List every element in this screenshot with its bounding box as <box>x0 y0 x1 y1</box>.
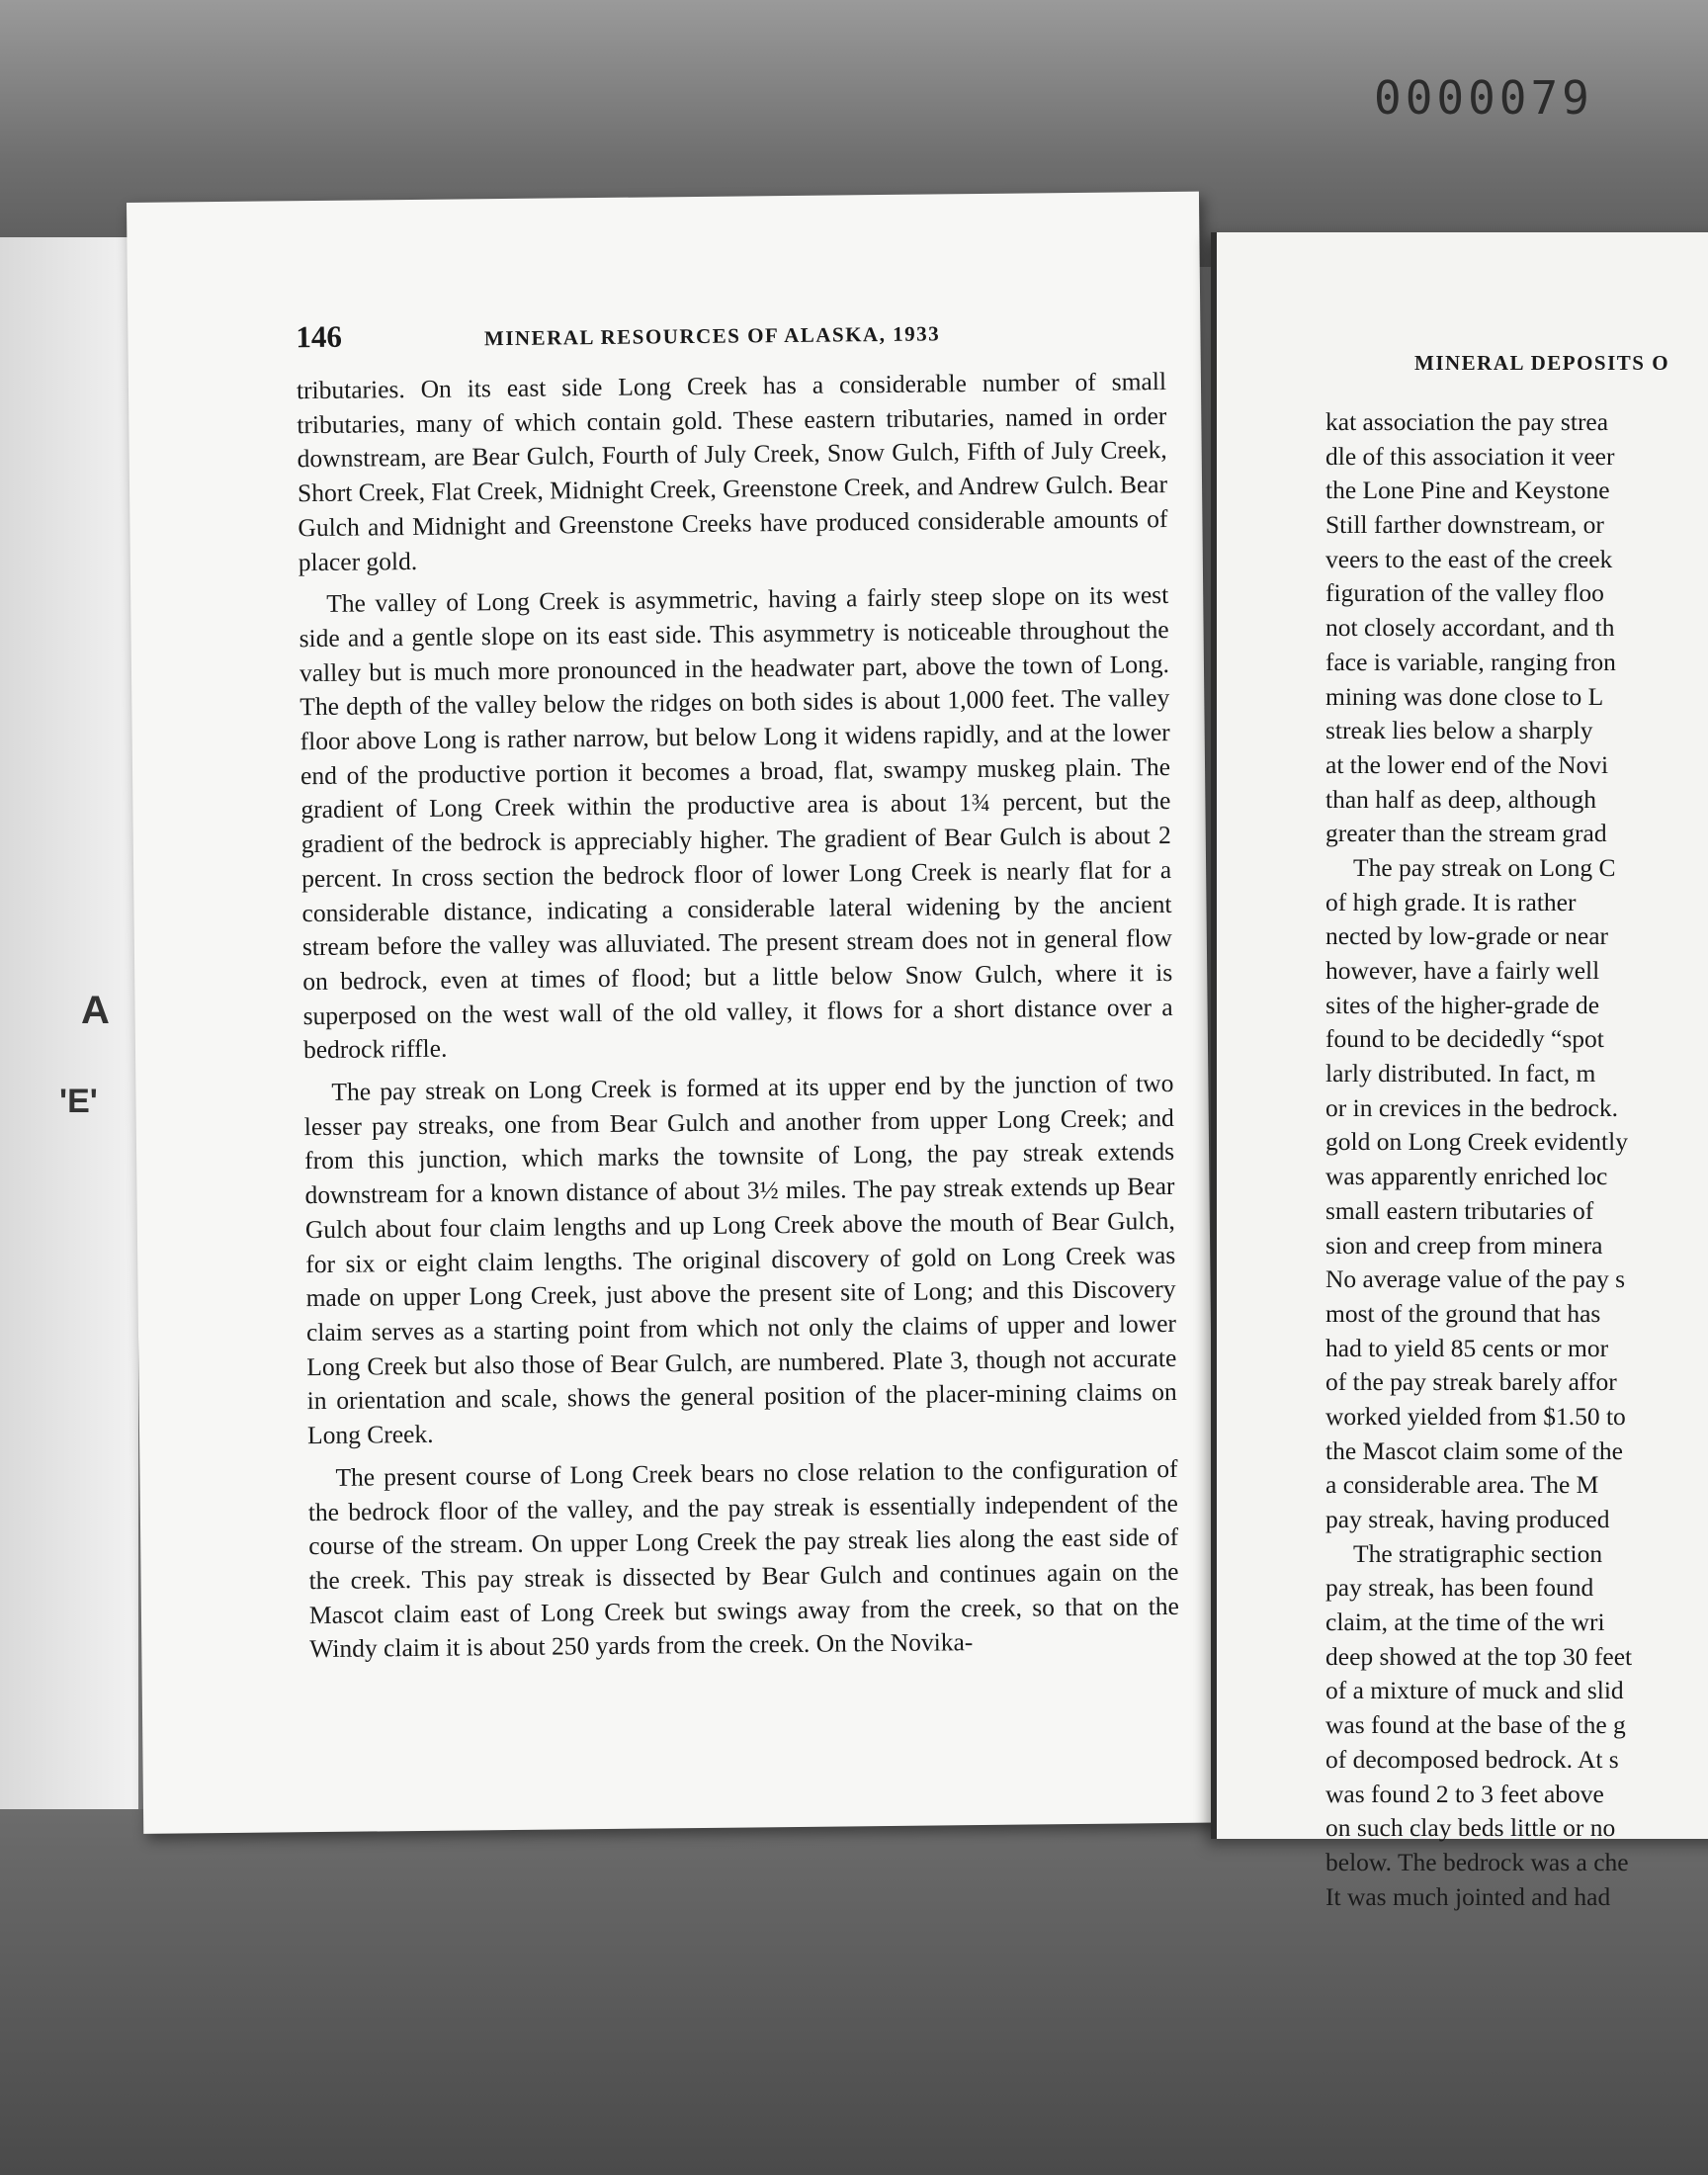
text-line: sion and creep from minera <box>1325 1230 1603 1260</box>
text-line: greater than the stream grad <box>1325 819 1607 848</box>
text-line: dle of this association it veer <box>1325 441 1615 471</box>
text-line: pay streak, having produced <box>1325 1505 1610 1533</box>
text-line: The pay streak on Long C <box>1353 852 1616 882</box>
text-line: No average value of the pay s <box>1325 1264 1626 1294</box>
text-line: kat association the pay strea <box>1325 407 1609 436</box>
text-line: pay streak, has been found <box>1325 1573 1594 1603</box>
paragraph: The valley of Long Creek is asymmetric, having a fairly steep slope on its west side and a gentle slope on its east side. This asymmetry is noticeable throughout the valley but is much more pronounced in the headwater part, above the town of Long. The depth of the valley below the ridges on both sides is about 1,000 feet. The valley floor above Long is rather narrow, but below Long it widens rapidly, and at the lower end of the productive portion it becomes a broad, flat, swampy muskeg plain. The gradient of Long Creek within the productive area is about 1¾ percent, but the gradient of the bedrock is appreciably higher. The gradient of Bear Gulch is about 2 percent. In cross section the bedrock floor of lower Long Creek is nearly flat for a considerable distance, indicating a considerable lateral widening by the ancient stream before the valley was alluviated. The present stream does not in general flow on bedrock, even at times of flood; but a little below Snow Gulch, where it is superposed on the west wall of the old valley, it flows for a short distance over a bedrock riffle. <box>299 580 1173 1065</box>
margin-mark-b: 'E' <box>59 1083 98 1120</box>
text-line: of high grade. It is rather <box>1325 887 1577 916</box>
text-line: gold on Long Creek evidently <box>1325 1127 1628 1157</box>
left-page-header <box>296 310 1165 355</box>
text-line: claim, at the time of the wri <box>1325 1608 1605 1637</box>
paragraph: The present course of Long Creek bears no close relation to the configuration of the bedrock floor of the valley, and the pay streak is essentially independent of the course of the stream. On upper Long Creek the pay streak lies along the east side of the creek. This pay streak is dissected by Bear Gulch and continues again on the Mascot claim east of Long Creek but swings away from the creek, so that on the Windy claim it is about 250 yards from the creek. On the Novika- <box>307 1453 1180 1664</box>
text-line: face is variable, ranging fron <box>1325 647 1616 676</box>
text-line: was apparently enriched loc <box>1325 1162 1608 1191</box>
text-line: of a mixture of muck and slid <box>1325 1676 1624 1705</box>
text-line: veers to the east of the creek <box>1325 544 1613 573</box>
text-line: found to be decidedly “spot <box>1325 1024 1604 1054</box>
text-line: had to yield 85 cents or mor <box>1325 1333 1609 1362</box>
running-head: MINERAL RESOURCES OF ALASKA, 1933 <box>483 321 941 351</box>
document-number: 0000079 <box>1374 71 1593 125</box>
text-line: however, have a fairly well <box>1325 956 1600 985</box>
text-line: Still farther downstream, or <box>1325 510 1604 540</box>
text-line: of the pay streak barely affor <box>1325 1367 1617 1397</box>
right-page <box>1211 232 1708 1911</box>
text-line: streak lies below a sharply <box>1325 716 1593 745</box>
text-line: It was much jointed and had <box>1325 1881 1611 1911</box>
text-line: most of the ground that has <box>1325 1298 1601 1328</box>
text-line: sites of the higher-grade de <box>1325 990 1600 1019</box>
right-page-body <box>1325 405 1708 1914</box>
text-line: the Mascot claim some of the <box>1325 1436 1623 1465</box>
text-line: on such clay beds little or no <box>1325 1813 1616 1843</box>
text-line: than half as deep, although <box>1325 784 1597 814</box>
text-line: below. The bedrock was a che <box>1325 1847 1629 1876</box>
paragraph: tributaries. On its east side Long Creek has a considerable number of small tributaries, many of which contain gold. These eastern tributaries, named in order downstream, are Bear Gulch, Fourth of July Creek, Snow Gulch, Fifth of July Creek, Short Creek, Flat Creek, Midnight Creek, Greenstone Creek, and Andrew Gulch. Bear Gulch and Midnight and Greenstone Creeks have produced considerable amounts of placer gold. <box>296 366 1168 576</box>
text-line: figuration of the valley floo <box>1325 578 1604 608</box>
text-line: or in crevices in the bedrock. <box>1325 1092 1618 1122</box>
text-line: not closely accordant, and th <box>1325 613 1615 643</box>
margin-mark-a: A <box>81 989 110 1032</box>
left-page <box>127 192 1216 1834</box>
text-line: larly distributed. In fact, m <box>1325 1059 1596 1088</box>
text-line: worked yielded from $1.50 to <box>1325 1401 1626 1431</box>
text-line: deep showed at the top 30 feet <box>1325 1641 1633 1671</box>
paragraph: The pay streak on Long Creek is formed at its upper end by the junction of two lesser pay streaks, one from Bear Gulch and another from upper Long Creek; and from this junction, which marks the townsite of Long, the pay streak extends downstream for a known distance of about 3½ miles. The pay streak extends up Bear Gulch about four claim lengths and up Long Creek above the mouth of Bear Gulch, for six or eight claim lengths. The original discovery of gold on Long Creek was made on upper Long Creek, just above the present site of Long; and this Discovery claim serves as a starting point from which not only the claims of upper and lower Long Creek but also those of Bear Gulch, are numbered. Plate 3, though not accurate in orientation and scale, shows the general position of the placer-mining claims on Long Creek. <box>303 1069 1177 1450</box>
text-line: was found 2 to 3 feet above <box>1325 1779 1604 1808</box>
text-line: small eastern tributaries of <box>1325 1195 1594 1225</box>
text-line: at the lower end of the Novi <box>1325 749 1609 779</box>
text-line: was found at the base of the g <box>1325 1710 1626 1740</box>
right-running-head: MINERAL DEPOSITS O <box>1414 351 1670 375</box>
text-line: mining was done close to L <box>1325 681 1604 711</box>
text-line: of decomposed bedrock. At s <box>1325 1744 1619 1774</box>
text-line: nected by low-grade or near <box>1325 921 1609 951</box>
text-line: The stratigraphic section <box>1353 1538 1603 1568</box>
page-number: 146 <box>296 318 343 355</box>
text-line: the Lone Pine and Keystone <box>1325 476 1610 505</box>
left-page-body <box>297 365 1180 1667</box>
text-line: a considerable area. The M <box>1325 1470 1599 1500</box>
